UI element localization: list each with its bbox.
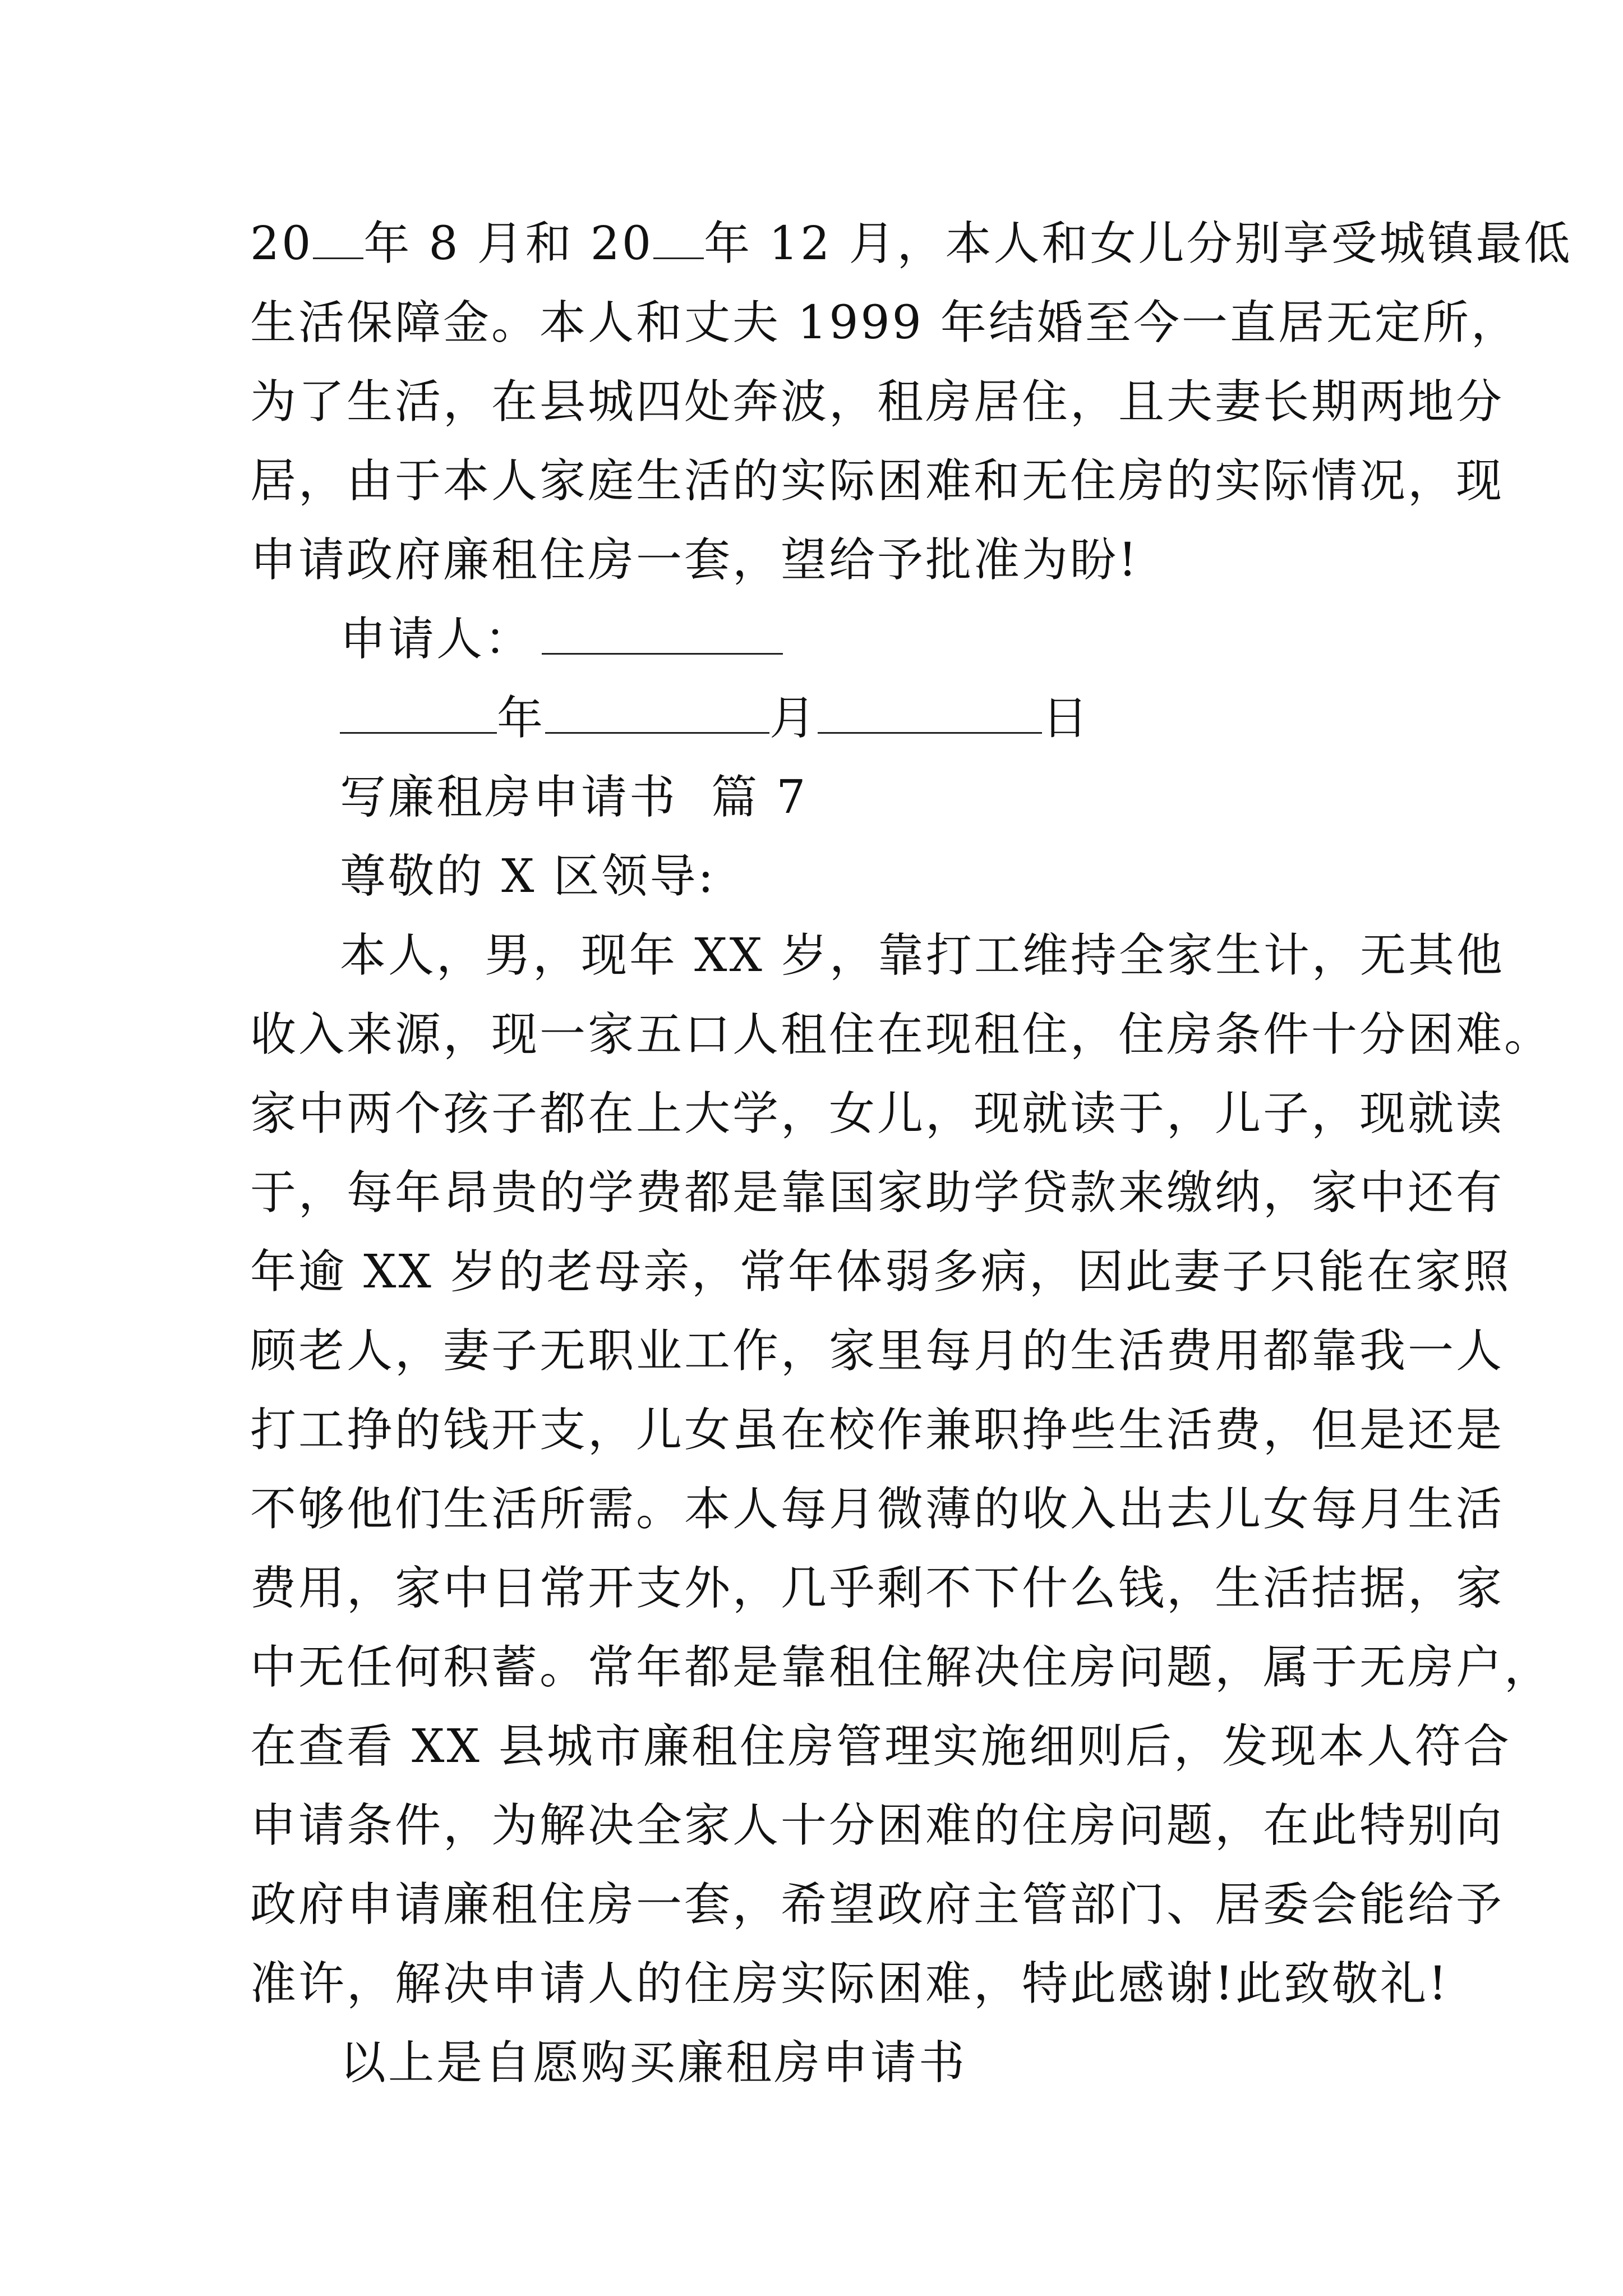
body-line: 年逾 XX 岁的老母亲，常年体弱多病，因此妻子只能在家照 [250,1245,1511,1299]
closing-line: 以上是自愿购买廉租房申请书 [340,2036,967,2090]
blank-line [313,218,363,259]
year-blank [340,693,497,734]
body-line: 打工挣的钱开支，儿女虽在校作兼职挣些生活费，但是还是 [250,1404,1505,1457]
para1-line-1 [250,216,1573,272]
para1-line-3: 为了生活，在县城四处奔波，租房居住，且夫妻长期两地分 [250,375,1505,429]
applicant-name-blank [542,614,783,655]
body-line: 在查看 XX 县城市廉租住房管理实施细则后，发现本人符合 [250,1720,1511,1773]
day-label: 日 [1042,692,1091,745]
day-blank [818,693,1042,734]
body-line: 费用，家中日常开支外，几乎剩不下什么钱，生活拮据，家 [250,1562,1505,1615]
year-label: 年 [497,692,546,745]
body-line: 不够他们生活所需。本人每月微薄的收入出去儿女每月生活 [250,1483,1505,1536]
text-segment: 年 12 月，本人和女儿分别享受城镇最低 [704,217,1573,270]
blank-line [653,218,704,259]
para1-line-2: 生活保障金。本人和丈夫 1999 年结婚至今一直居无定所， [250,296,1519,349]
text-segment: 20 [250,217,313,270]
body-line: 于，每年昂贵的学费都是靠国家助学贷款来缴纳，家中还有 [250,1166,1505,1220]
body-line: 申请条件，为解决全家人十分困难的住房问题，在此特别向 [250,1799,1505,1852]
body-line: 准许，解决申请人的住房实际困难，特此感谢!此致敬礼! [250,1957,1449,2010]
body-line: 中无任何积蓄。常年都是靠租住解决住房问题，属于无房户， [250,1641,1553,1694]
salutation: 尊敬的 X 区领导: [340,850,716,903]
para1-line-4: 居，由于本人家庭生活的实际困难和无住房的实际情况，现 [250,454,1505,508]
month-label: 月 [769,692,818,745]
applicant-signature-line [340,611,783,668]
body-line: 顾老人，妻子无职业工作，家里每月的生活费用都靠我一人 [250,1324,1505,1378]
date-line [340,691,1090,747]
body-line: 政府申请廉租住房一套，希望政府主管部门、居委会能给予 [250,1878,1505,1931]
body-line: 收入来源，现一家五口人租住在现租住，住房条件十分困难。 [250,1008,1553,1061]
body-line: 本人，男，现年 XX 岁，靠打工维持全家生计，无其他 [340,929,1505,982]
month-blank [545,693,769,734]
section-heading: 写廉租房申请书 篇 7 [340,771,808,824]
para1-line-5: 申请政府廉租住房一套，望给予批准为盼! [250,533,1139,587]
applicant-label: 申请人： [340,613,533,666]
body-line: 家中两个孩子都在上大学，女儿，现就读于，儿子，现就读 [250,1087,1505,1140]
text-segment: 年 8 月和 20 [363,217,654,270]
